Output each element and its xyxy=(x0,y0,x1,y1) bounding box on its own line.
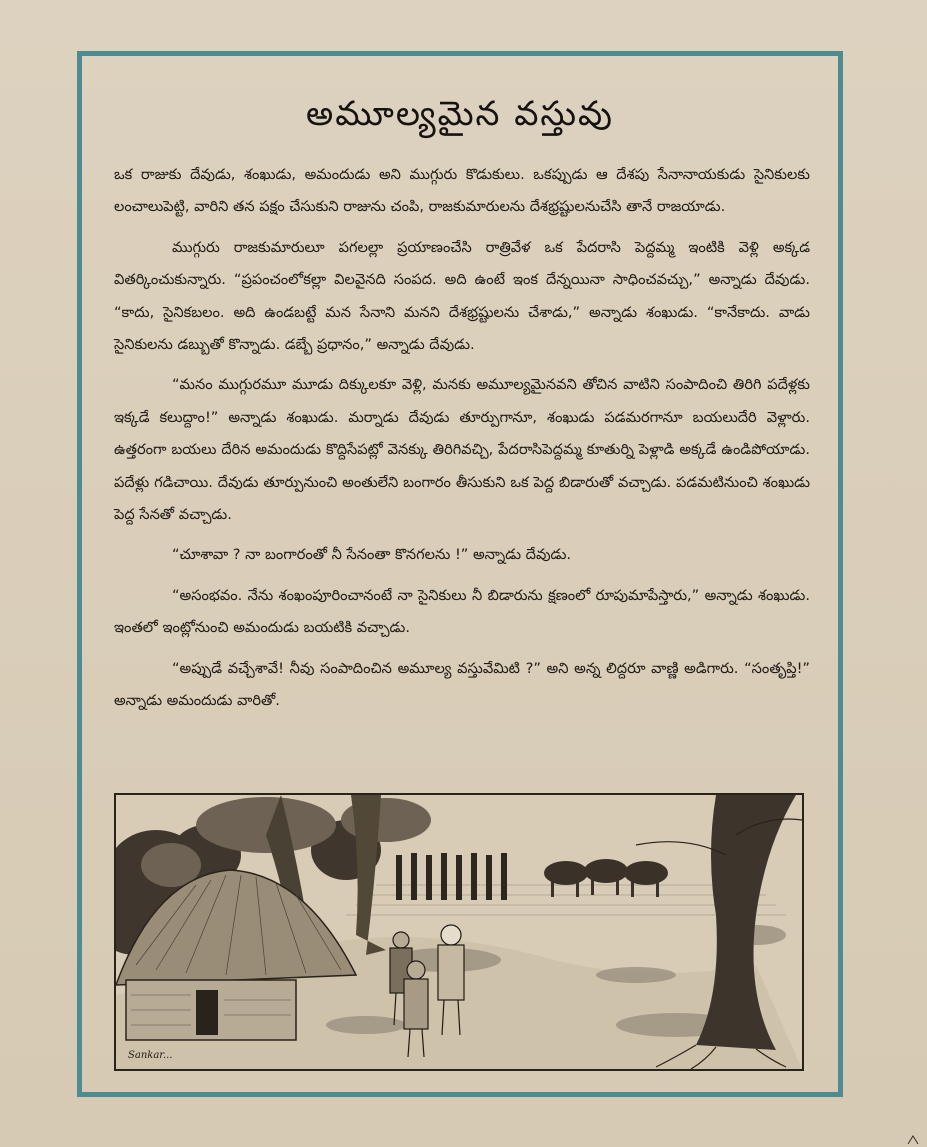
paragraph-1: ఒక రాజుకు దేవుడు, శంఖుడు, అమందుడు అని ముగ్గురు కొడుకులు. ఒకప్పుడు ఆ దేశపు సేనానాయకుడు సైనికులకు లంచాలుపెట్టి, వారిని తన పక్షం చేసుకుని రాజును చంపి, రాజకుమారులను దేశభ్రష్టులనుచేసి తానే రాజయాడు. xyxy=(114,166,810,216)
paragraph-5: “అసంభవం. నేను శంఖంపూరించానంటే నా సైనికులు నీ బిడారును క్షణంలో రూపుమాపేస్తారు,” అన్నాడు శంఖుడు. ఇంతలో ఇంట్లోనుంచి అమందుడు బయటికి వచ్చాడు. xyxy=(114,586,810,637)
page-corner-triangle-icon xyxy=(907,1135,919,1145)
village-scene-drawing xyxy=(116,795,802,1069)
story-title: అమూల్యమైన వస్తువు xyxy=(306,94,614,134)
paragraph-6: “అప్పుడే వచ్చేశావే! నీవు సంపాదించిన అమూల్య వస్తువేమిటి ?” అని అన్న లిద్దరూ వాణ్ణి అడిగారు. “సంతృప్తి!” అన్నాడు అమందుడు వారితో. xyxy=(114,659,810,710)
story-illustration xyxy=(114,793,804,1071)
artist-signature: Sankar... xyxy=(128,1050,173,1061)
page-border-frame xyxy=(77,51,843,1097)
paragraph-2: ముగ్గురు రాజకుమారులూ పగలల్లా ప్రయాణంచేసి రాత్రివేళ ఒక పేదరాసి పెద్దమ్మ ఇంటికి వెళ్లి అక్కడ వితర్కించుకున్నారు. “ప్రపంచంలోకల్లా విలవైనది సంపద. అది ఉంటే ఇంక దేన్నయినా సాధించవచ్చు,” అన్నాడు దేవుడు. “కాదు, సైనికబలం. అది ఉండబట్టే మన సేనాని మనని దేశభ్రష్టులను చేశాడు,” అన్నాడు శంఖుడు. “కానేకాదు. వాడు సైనికులను డబ్బుతో కొన్నాడు. డబ్బే ప్రధానం,” అన్నాడు దేవుడు. xyxy=(114,238,810,354)
paragraph-4: “చూశావా ? నా బంగారంతో నీ సేనంతా కొనగలను !” అన్నాడు దేవుడు. xyxy=(172,546,572,564)
story-body xyxy=(114,159,810,718)
paragraph-3: “మనం ముగ్గురమూ మూడు దిక్కులకూ వెళ్లి, మనకు అమూల్యమైనవని తోచిన వాటిని సంపాదించి తిరిగి పదేళ్లకు ఇక్కడే కలుద్దాం!” అన్నాడు శంఖుడు. మర్నాడు దేవుడు తూర్పుగానూ, శంఖుడు పడమరగానూ బయలుదేరి వెళ్లారు. ఉత్తరంగా బయలు దేరిన అమందుడు కొద్దిసేపట్లో వెనక్కు తిరిగివచ్చి, పేదరాసిపెద్దమ్మ కూతుర్ని పెళ్లాడి అక్కడే ఉండిపోయాడు. పదేళ్లు గడిచాయి. దేవుడు తూర్పునుంచి అంతులేని బంగారం తీసుకుని ఒక పెద్ద బిడారుతో వచ్చాడు. పడమటినుంచి శంఖుడు పెద్ద సేనతో వచ్చాడు. xyxy=(114,376,810,524)
